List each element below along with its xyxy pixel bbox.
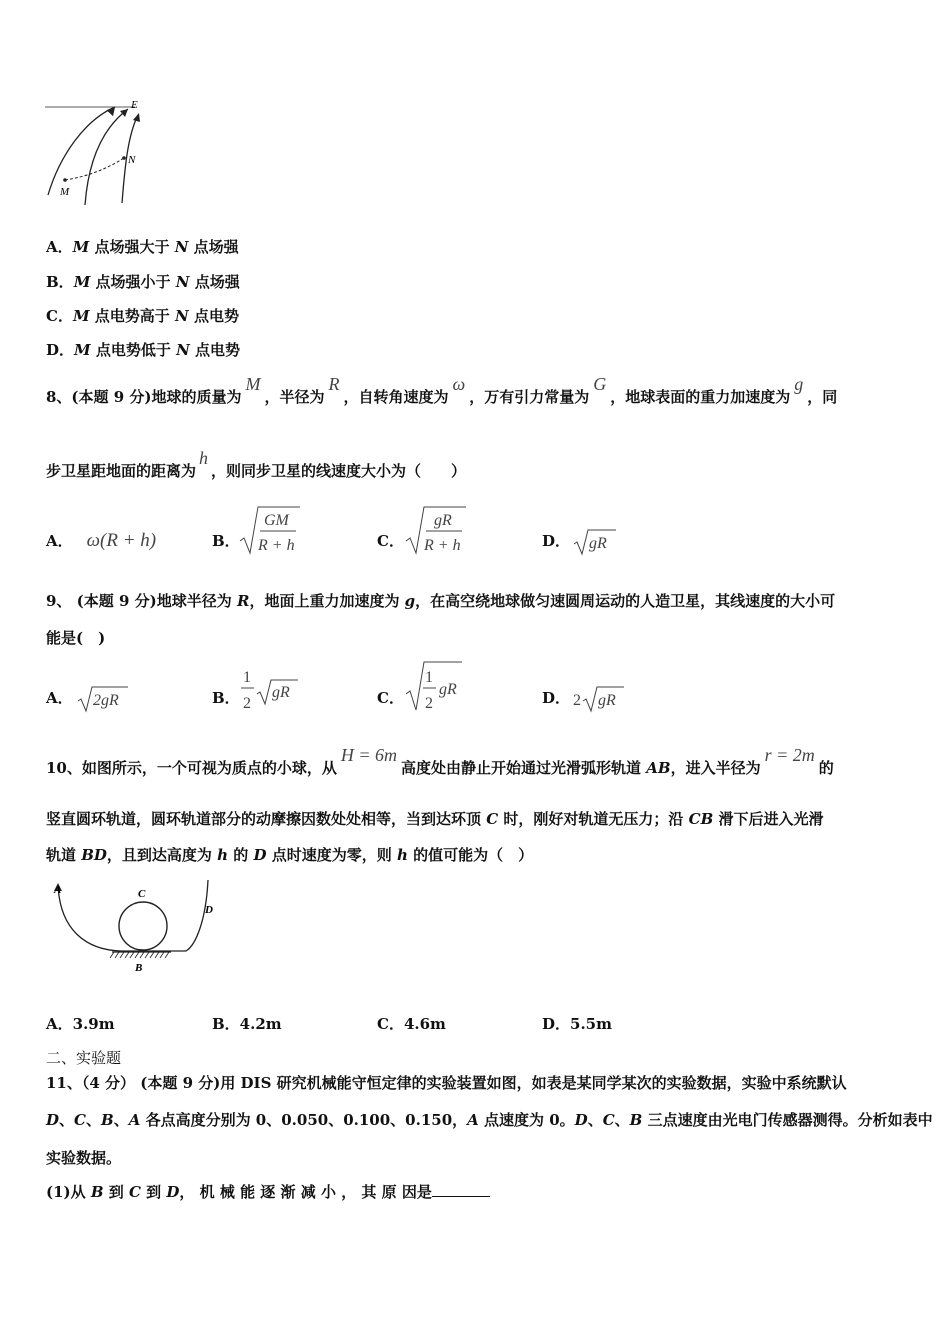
- answer-blank[interactable]: [432, 1182, 490, 1197]
- q7-option-d[interactable]: D．M 点电势低于 N 点电势: [46, 341, 241, 359]
- q8-b-numerator: GM: [264, 512, 289, 529]
- label-n: N: [128, 154, 136, 166]
- q9-d-radicand: gR: [598, 692, 616, 709]
- q8-option-d-formula: [572, 528, 622, 556]
- point-m: [63, 178, 67, 182]
- q11-stem-line3: 实验数据。: [46, 1149, 122, 1167]
- q9-option-c-formula: [404, 660, 469, 716]
- q10-option-a[interactable]: A．3.9m: [46, 1015, 115, 1033]
- q8-stem-line1: 8、(本题 9 分)地球的质量为M，半径为R，自转角速度为ω，万有引力常量为G，地球表面的重力加速度为g，同: [46, 374, 838, 406]
- q11-part1: (1)从 B 到 C 到 D， 机 械 能 逐 渐 减 小 ， 其 原 因是: [46, 1181, 490, 1202]
- q9-d-coefficient: 2: [573, 692, 581, 709]
- q9-stem-line2: 能是( ): [46, 629, 106, 647]
- q9-option-b[interactable]: B．: [212, 689, 240, 707]
- label-m: M: [60, 186, 70, 198]
- dashed-path-mn: [65, 158, 124, 180]
- q10-option-b[interactable]: B．4.2m: [212, 1015, 282, 1033]
- q9-option-a-formula: [76, 685, 136, 713]
- ground-hatching: [110, 952, 169, 958]
- q8-stem-line2: 步卫星距地面的距离为h，则同步卫星的线速度大小为（ ）: [46, 448, 467, 480]
- q10-option-d[interactable]: D．5.5m: [542, 1015, 612, 1033]
- q8-d-radicand: gR: [589, 535, 607, 552]
- q8-option-a[interactable]: A． ω(R + h): [46, 530, 157, 551]
- q7-option-c[interactable]: C．M 点电势高于 N 点电势: [46, 307, 239, 325]
- q9-stem-line1: 9、 (本题 9 分)地球半径为 R，地面上重力加速度为 g，在高空绕地球做匀速圆周运动的人造卫星，其线速度的大小可: [46, 592, 836, 610]
- q8-option-d[interactable]: D．: [542, 532, 571, 550]
- q9-option-d[interactable]: D．: [542, 689, 571, 707]
- q9-c-radicand: gR: [439, 681, 457, 698]
- label-a: A: [54, 884, 62, 896]
- q8-c-denominator: R + h: [424, 537, 461, 554]
- arrow-head-1: [107, 107, 118, 118]
- q9-option-c[interactable]: C．: [377, 689, 404, 707]
- field-lines-figure: [40, 95, 160, 210]
- field-line-2: [85, 109, 128, 205]
- q10-stem-line3: 轨道 BD，且到达高度为 h 的 D 点时速度为零，则 h 的值可能为（ ）: [46, 846, 534, 864]
- point-n: [122, 156, 126, 160]
- label-b: B: [135, 962, 143, 974]
- q8-option-b[interactable]: B．: [212, 532, 240, 550]
- q9-b-numerator: 1: [243, 669, 251, 686]
- q9-option-d-formula: [572, 685, 632, 713]
- q11-stem-line2: D、C、B、A 各点高度分别为 0、0.050、0.100、0.150，A 点速度为 0。D、C、B 三点速度由光电门传感器测得。分析如表中: [46, 1111, 933, 1129]
- q7-option-a[interactable]: A．M 点场强大于 N 点场强: [46, 238, 239, 256]
- arrow-head-3: [133, 113, 140, 122]
- field-line-1: [48, 107, 115, 195]
- q8-option-c[interactable]: C．: [377, 532, 404, 550]
- q9-option-a[interactable]: A．: [46, 689, 73, 707]
- q11-stem-line1: 11、（4 分） (本题 9 分)用 DIS 研究机械能守恒定律的实验装置如图，如表是某同学某次的实验数据，实验中系统默认: [46, 1074, 847, 1092]
- q9-b-denominator: 2: [243, 695, 251, 712]
- q8-c-numerator: gR: [434, 512, 452, 529]
- arc-track-ab: [58, 880, 208, 951]
- q9-b-radicand: gR: [272, 684, 290, 701]
- q7-option-b[interactable]: B．M 点场强小于 N 点场强: [46, 273, 240, 291]
- label-d: D: [205, 904, 213, 916]
- q10-option-c[interactable]: C．4.6m: [377, 1015, 446, 1033]
- q10-stem-line2: 竖直圆环轨道，圆环轨道部分的动摩擦因数处处相等，当到达环顶 C 时，刚好对轨道无压力；沿 CB 滑下后进入光滑: [46, 810, 824, 828]
- label-c: C: [138, 888, 146, 900]
- section-heading-experiment: 二、实验题: [46, 1049, 122, 1067]
- q9-c-denominator: 2: [425, 695, 433, 712]
- q10-stem-line1: 10、如图所示，一个可视为质点的小球，从H = 6m高度处由静止开始通过光滑弧形轨道 AB，进入半径为r = 2m的: [46, 745, 834, 777]
- q9-option-b-formula: [240, 664, 305, 716]
- q8-b-denominator: R + h: [258, 537, 295, 554]
- q9-c-numerator: 1: [425, 669, 433, 686]
- vertical-loop: [119, 902, 167, 950]
- q8-option-b-formula: [238, 505, 308, 557]
- q8-option-c-formula: [404, 505, 474, 557]
- q9-a-radicand: 2gR: [93, 692, 119, 709]
- label-e: E: [131, 99, 138, 111]
- arrow-head-2: [120, 109, 128, 117]
- loop-track-figure: [46, 875, 226, 975]
